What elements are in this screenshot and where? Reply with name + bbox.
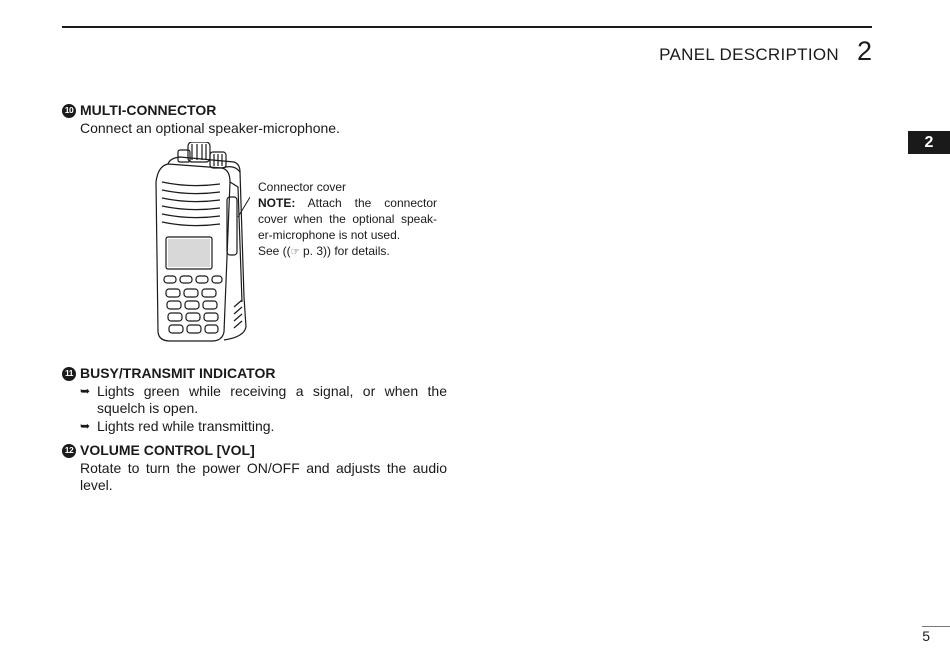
section-volume-control	[62, 442, 447, 495]
footer-rule	[922, 626, 950, 627]
arrow-bullet-icon: ➥	[80, 383, 91, 398]
callout-label: Connector cover	[258, 180, 347, 194]
section-heading: MULTI-CONNECTOR	[80, 102, 217, 118]
page-number: 5	[922, 628, 930, 644]
bullet-item: ➥ Lights green while receiving a signal, or when the squelch is open.	[80, 382, 447, 416]
section-heading: BUSY/TRANSMIT INDICATOR	[80, 365, 276, 381]
item-number-badge: 10	[62, 104, 76, 118]
section-body: Rotate to turn the power ON/OFF and adjusts the audio level.	[80, 459, 447, 493]
section-title: PANEL DESCRIPTION	[659, 45, 839, 64]
chapter-tab: 2	[908, 131, 950, 154]
section-multi-connector	[62, 102, 447, 137]
item-number-badge: 12	[62, 444, 76, 458]
note-text: Attach the connector cover when the optional speak-er-microphone is not used.	[258, 196, 437, 242]
chapter-number: 2	[856, 36, 872, 66]
note-label: NOTE:	[258, 196, 296, 210]
hand-pointer-icon: ☞	[290, 247, 300, 258]
bullet-item: ➥ Lights red while transmitting.	[80, 417, 275, 434]
see-reference: See ((☞ p. 3)) for details.	[258, 244, 390, 258]
arrow-bullet-icon: ➥	[80, 418, 91, 433]
section-body: Connect an optional speaker-microphone.	[80, 119, 340, 136]
top-rule	[62, 26, 872, 28]
page-header	[659, 36, 872, 67]
figure-callout	[258, 179, 437, 261]
section-heading: VOLUME CONTROL [VOL]	[80, 442, 255, 458]
keypad	[164, 276, 222, 333]
radio-illustration	[150, 142, 250, 347]
section-busy-transmit	[62, 365, 447, 435]
item-number-badge: 11	[62, 367, 76, 381]
callout-note	[258, 195, 437, 243]
